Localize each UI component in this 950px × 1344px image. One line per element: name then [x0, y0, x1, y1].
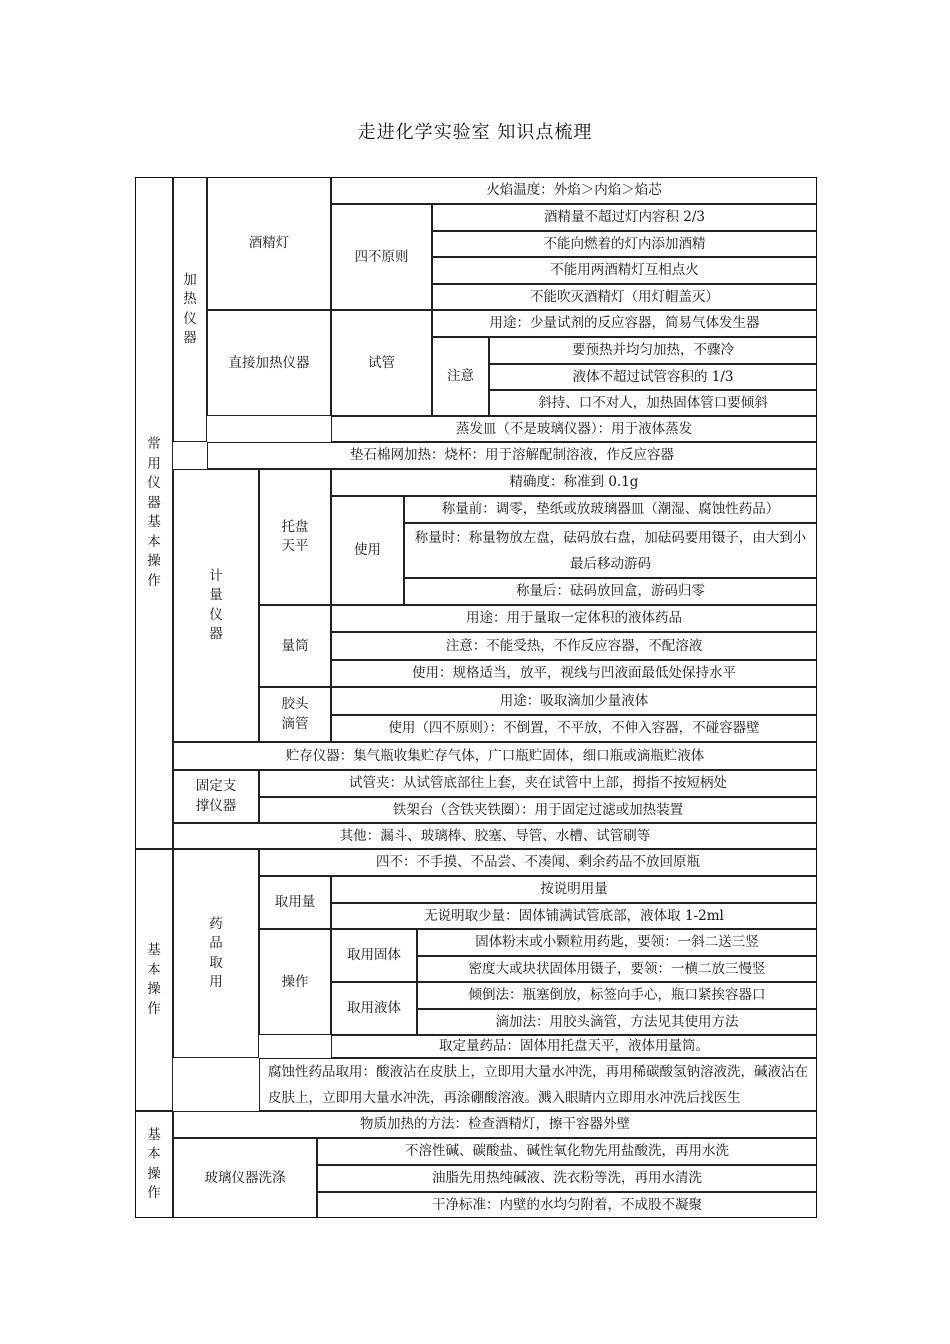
solid-taking-label: 取用固体: [331, 929, 417, 982]
dosage-label: 取用量: [259, 876, 331, 929]
dropper-use: 用途：吸取滴加少量液体: [331, 687, 817, 715]
asbestos-gauze-heating: 垫石棉网加热：烧杯：用于溶解配制溶液，作反应容器: [207, 442, 817, 469]
washing-grease: 油脂先用热纯碱液、洗衣粉等洗，再用水清洗: [317, 1165, 817, 1192]
cylinder-use: 用途：用于量取一定体积的液体药品: [331, 605, 817, 632]
label-char: 仪: [183, 310, 197, 327]
label-char: 品: [209, 935, 223, 951]
dosage-as-directed: 按说明用量: [331, 876, 817, 903]
graduated-cylinder-label: 量筒: [259, 605, 331, 687]
liquid-pouring: 倾倒法：瓶塞倒放，标签向手心，瓶口紧挨容器口: [417, 982, 817, 1009]
operation-label: 操作: [259, 929, 331, 1035]
label-char: 滴管: [281, 715, 309, 732]
label-char: 器: [183, 330, 197, 346]
lamp-rule-2: 不能向燃着的灯内添加酒精: [432, 231, 817, 257]
test-tube-note-label: 注意: [432, 337, 489, 416]
label-char: 仪: [147, 475, 161, 491]
label-char: 操: [147, 981, 161, 997]
drug-four-no: 四不：不手摸、不品尝、不凑闻、剩余药品不放回原瓶: [259, 849, 817, 876]
balance-after-weighing: 称量后：砝码放回盒，游码归零: [404, 578, 817, 605]
label-char: 用: [147, 455, 161, 472]
heating-label: [173, 177, 207, 442]
liquid-taking-label: 取用液体: [331, 982, 417, 1035]
label-char: 作: [147, 1185, 161, 1201]
glassware-washing-label: 玻璃仪器洗涤: [173, 1138, 317, 1218]
label-char: 器: [209, 626, 223, 642]
cylinder-note: 注意：不能受热，不作反应容器，不配溶液: [331, 632, 817, 660]
section-label-operations-2: [135, 1111, 173, 1218]
label-char: 仪: [209, 606, 223, 623]
flame-temperature: 火焰温度：外焰＞内焰＞焰芯: [331, 177, 817, 204]
label-char: 计: [209, 567, 223, 584]
label-char: 热: [183, 291, 197, 307]
label-char: 天平: [281, 538, 309, 554]
label-char: 加: [183, 271, 197, 288]
dropper-label: [259, 687, 331, 742]
label-char: 操: [147, 1165, 161, 1182]
fixed-quantity-taking: 取定量药品：固体用托盘天平，液体用量筒。: [331, 1035, 817, 1058]
balance-before-weighing: 称量前：调零，垫纸或放玻璃器皿（潮湿、腐蚀性药品）: [404, 496, 817, 523]
label-char: 胶头: [281, 696, 309, 712]
liquid-dropping: 滴加法：用胶头滴管，方法见其使用方法: [417, 1009, 817, 1035]
label-char: 基: [147, 942, 161, 958]
label-char: 托盘: [281, 518, 309, 535]
four-no-principles-label: 四不原则: [331, 204, 432, 310]
dosage-default: 无说明取少量：固体铺满试管底部，液体取 1-2ml: [331, 903, 817, 929]
balance-label: [259, 469, 331, 605]
test-tube-note-1: 要预热并均匀加热，不骤冷: [489, 337, 817, 364]
cylinder-how-to-use: 使用：规格适当，放平，视线与凹液面最低处保持水平: [331, 660, 817, 687]
test-tube-clamp: 试管夹：从试管底部往上套，夹在试管中上部，拇指不按短柄处: [259, 770, 817, 797]
label-char: 作: [147, 1000, 161, 1017]
label-char: 本: [147, 1146, 161, 1162]
balance-use-label: 使用: [331, 496, 404, 605]
storage-instruments: 贮存仪器：集气瓶收集贮存气体，广口瓶贮固体，细口瓶或滴瓶贮液体: [173, 742, 817, 770]
other-instruments: 其他：漏斗、玻璃棒、胶塞、导管、水槽、试管刷等: [173, 823, 817, 849]
drug-taking-label: [173, 849, 259, 1058]
label-char: 操: [147, 553, 161, 569]
heating-method: 物质加热的方法：检查酒精灯，擦干容器外壁: [173, 1111, 817, 1138]
label-char: 常: [147, 436, 161, 452]
label-char: 作: [147, 572, 161, 589]
balance-during-weighing: 称量时：称量物放左盘，砝码放右盘，加砝码要用镊子，由大到小最后移动游码: [404, 523, 817, 578]
measuring-label: [173, 469, 259, 742]
label-char: 本: [147, 533, 161, 550]
label-char: 取: [209, 954, 223, 971]
label-char: 器: [147, 494, 161, 511]
page-title: 走进化学实验室 知识点梳理: [357, 122, 593, 143]
balance-precision: 精确度：称准到 0.1g: [331, 469, 817, 496]
evaporating-dish: 蒸发皿（不是玻璃仪器）：用于液体蒸发: [331, 416, 817, 442]
lamp-rule-4: 不能吹灭酒精灯（用灯帽盖灭）: [432, 284, 817, 310]
label-char: 药: [209, 915, 223, 932]
test-tube-note-3: 斜持、口不对人，加热固体管口要倾斜: [489, 390, 817, 416]
direct-heating-label: 直接加热仪器: [207, 310, 331, 416]
label-char: 基: [147, 1126, 161, 1143]
test-tube-use: 用途：少量试剂的反应容器，简易气体发生器: [432, 310, 817, 337]
washing-acid: 不溶性碱、碳酸盐、碱性氧化物先用盐酸洗，再用水洗: [317, 1138, 817, 1165]
lamp-rule-3: 不能用两酒精灯互相点火: [432, 257, 817, 284]
label-char: 基: [147, 514, 161, 530]
test-tube-label: 试管: [331, 310, 432, 416]
test-tube-note-2: 液体不超过试管容积的 1/3: [489, 364, 817, 390]
section-label-operations: [135, 849, 173, 1111]
label-char: 固定支: [195, 778, 237, 794]
lamp-rule-1: 酒精量不超过灯内容积 2/3: [432, 204, 817, 231]
support-instruments-label: [173, 770, 259, 823]
solid-taking-block: 密度大或块状固体用镊子，要领：一横二放三慢竖: [417, 956, 817, 982]
label-char: 撑仪器: [195, 797, 237, 814]
section-label-instruments: [135, 177, 173, 849]
washing-clean-standard: 干净标准：内壁的水均匀附着，不成股不凝聚: [317, 1192, 817, 1218]
dropper-how-to-use: 使用（四不原则）：不倒置，不平放，不伸入容器，不碰容器壁: [331, 715, 817, 742]
label-char: 量: [209, 587, 223, 603]
solid-taking-powder: 固体粉末或小颗粒用药匙，要领：一斜二送三竖: [417, 929, 817, 956]
corrosive-drug-handling: 腐蚀性药品取用：酸液沾在皮肤上，立即用大量水冲洗，再用稀碳酸氢钠溶液洗，碱液沾在皮肤上，立即用大量水冲洗，再涂硼酸溶液。溅入眼睛内立即用水冲洗后找医生: [259, 1058, 817, 1111]
label-char: 本: [147, 961, 161, 978]
alcohol-lamp-label: 酒精灯: [207, 177, 331, 310]
label-char: 用: [209, 974, 223, 990]
iron-stand: 铁架台（含铁夹铁圈）：用于固定过滤或加热装置: [259, 797, 817, 823]
